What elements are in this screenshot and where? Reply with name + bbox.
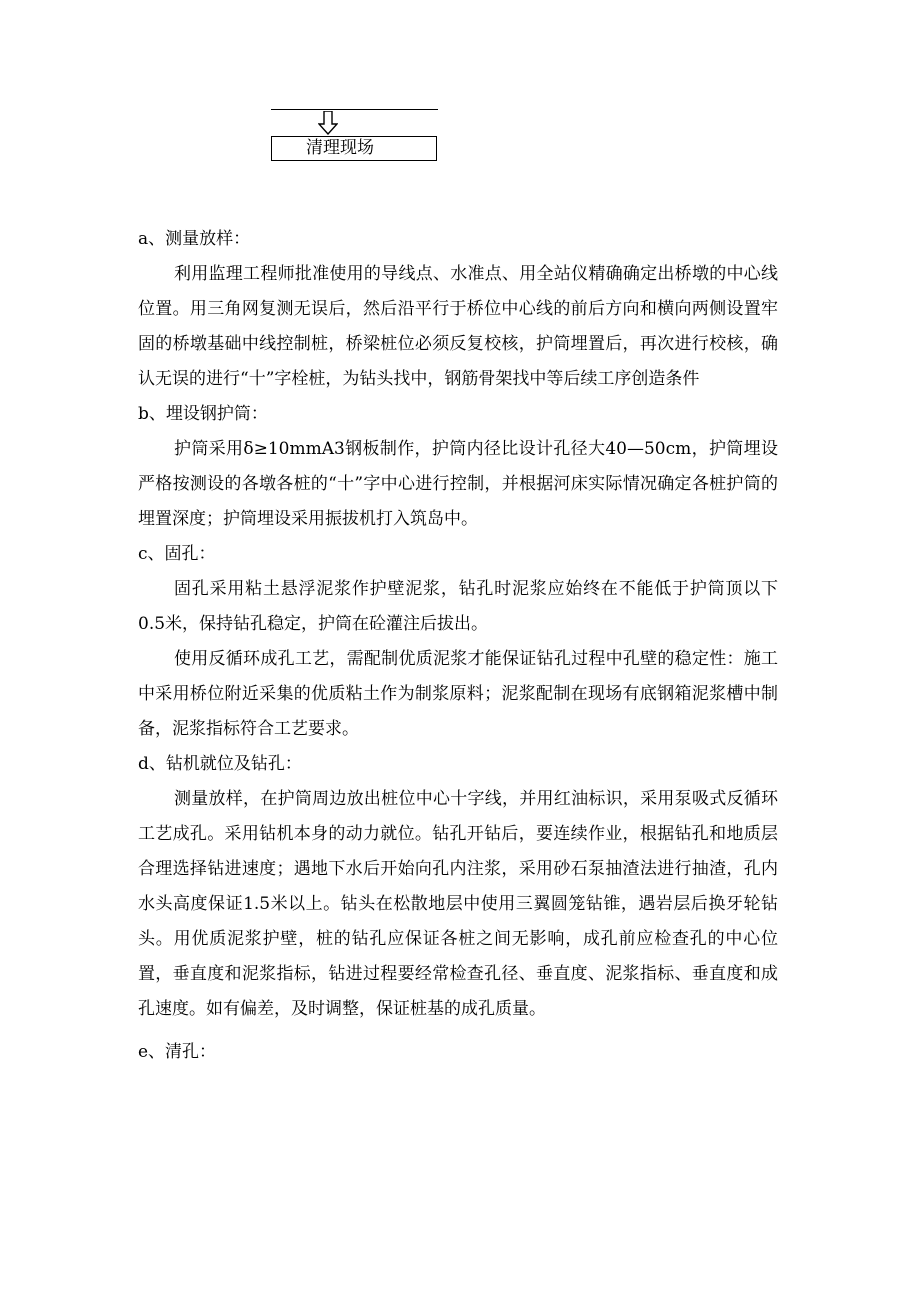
section-a-paragraph: 利用监理工程师批准使用的导线点、水准点、用全站仪精确确定出桥墩的中心线位置。用三角网复测无误后，然后沿平行于桥位中心线的前后方向和横向两侧设置牢固的桥墩基础中线控制桩，桥梁桩位必须反复校核，护筒埋置后，再次进行校核，确认无误的进行“十”字栓桩，为钻头找中，钢筋骨架找中等后续工序创造条件 [138, 264, 778, 389]
section-d-paragraph: 测量放样，在护筒周边放出桩位中心十字线，并用红油标识，采用泵吸式反循环工艺成孔。采用钻机本身的动力就位。钻孔开钻后，要连续作业，根据钻孔和地质层合理选择钻进速度；遇地下水后开始向孔内注浆，采用砂石泵抽渣法进行抽渣，孔内水头高度保证1.5米以上。钻头在松散地层中使用三翼圆笼钻锥，遇岩层后换牙轮钻头。用优质泥浆护壁，桩的钻孔应保证各桩之间无影响，成孔前应检查孔的中心位置，垂直度和泥浆指标，钻进过程要经常检查孔径、垂直度、泥浆指标、垂直度和成孔速度。如有偏差，及时调整，保证桩基的成孔质量。 [138, 789, 778, 1019]
section-b-paragraph: 护筒采用δ≥10mmA3钢板制作，护筒内径比设计孔径大40—50cm，护筒埋设严格按测设的各墩各桩的“十”字中心进行控制，并根据河床实际情况确定各桩护筒的埋置深度；护筒埋设采用振拔机打入筑岛中。 [138, 439, 778, 529]
section-d-heading: d、钻机就位及钻孔： [138, 754, 302, 774]
document-body [138, 222, 778, 1070]
section-c-paragraph-2: 使用反循环成孔工艺，需配制优质泥浆才能保证钻孔过程中孔壁的稳定性：施工中采用桥位附近采集的优质粘土作为制浆原料；泥浆配制在现场有底钢箱泥浆槽中制备，泥浆指标符合工艺要求。 [138, 649, 778, 739]
section-c-heading: c、固孔： [138, 544, 216, 564]
flowchart-connector-line [271, 109, 438, 110]
section-e-heading: e、清孔： [138, 1042, 217, 1062]
section-c-paragraph-1: 固孔采用粘土悬浮泥浆作护壁泥浆，钻孔时泥浆应始终在不能低于护筒顶以下0.5米，保持钻孔稳定，护筒在砼灌注后拔出。 [138, 579, 778, 634]
down-arrow-icon [318, 111, 338, 135]
section-b-heading: b、埋设钢护筒： [138, 404, 268, 424]
section-a-heading: a、测量放样： [138, 229, 251, 249]
flowchart-box-clean-site: 清理现场 [271, 136, 437, 161]
